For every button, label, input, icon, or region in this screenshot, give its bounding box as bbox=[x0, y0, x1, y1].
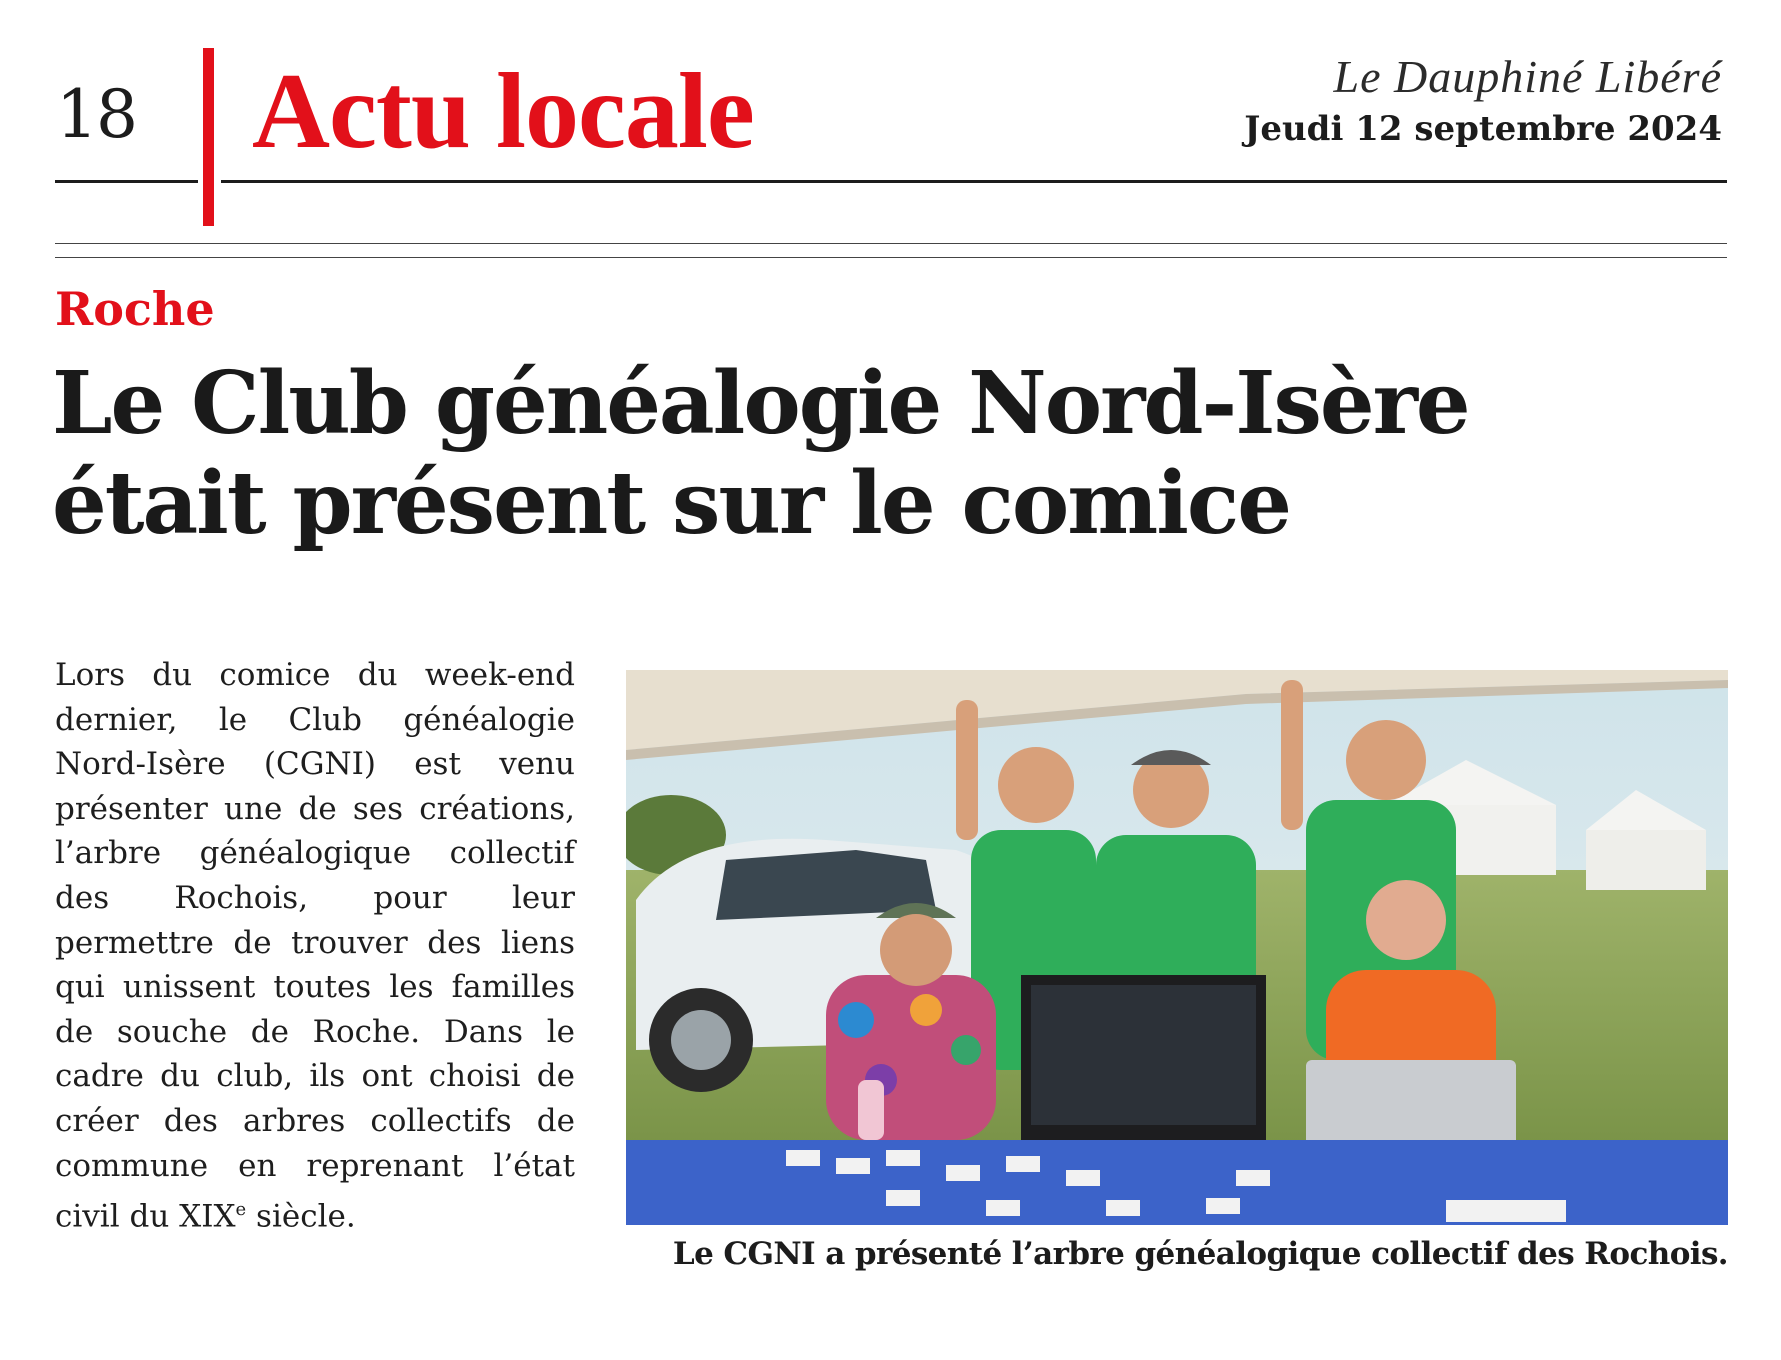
article-photo bbox=[626, 670, 1728, 1225]
header-rule-left bbox=[55, 180, 198, 183]
publication-name: Le Dauphiné Libéré bbox=[1333, 51, 1722, 102]
article-headline bbox=[52, 354, 1742, 554]
photo-illustration bbox=[626, 670, 1728, 1225]
article-body-end: siècle. bbox=[246, 1198, 356, 1235]
article-body-main: Lors du comice du week-end dernier, le Club généalogie Nord-Isère (CGNI) est venu présenter une de ses créations, l’arbre généalogique collectif des Rochois, pour leur permettre de trouver des liens qui unissent toutes les familles de souche de Roche. Dans le cadre du club, ils ont choisi de créer des arbres collectifs de commune en reprenant l’état civil du XIX bbox=[55, 657, 575, 1235]
headline-line-2: était présent sur le comice bbox=[52, 453, 1290, 554]
page-number: 18 bbox=[56, 76, 136, 153]
headline-line-1: Le Club généalogie Nord-Isère bbox=[52, 353, 1469, 454]
article-body bbox=[55, 653, 575, 1239]
article-body-superscript: e bbox=[235, 1199, 247, 1221]
section-accent-bar bbox=[203, 48, 214, 226]
article-locality: Roche bbox=[55, 282, 215, 336]
article-divider-bottom bbox=[55, 257, 1727, 258]
issue-date: Jeudi 12 septembre 2024 bbox=[1244, 109, 1722, 149]
photo-caption: Le CGNI a présenté l’arbre généalogique collectif des Rochois. bbox=[672, 1236, 1728, 1272]
header-rule-right bbox=[221, 180, 1727, 183]
section-title: Actu locale bbox=[252, 52, 754, 171]
article-divider-top bbox=[55, 243, 1727, 244]
